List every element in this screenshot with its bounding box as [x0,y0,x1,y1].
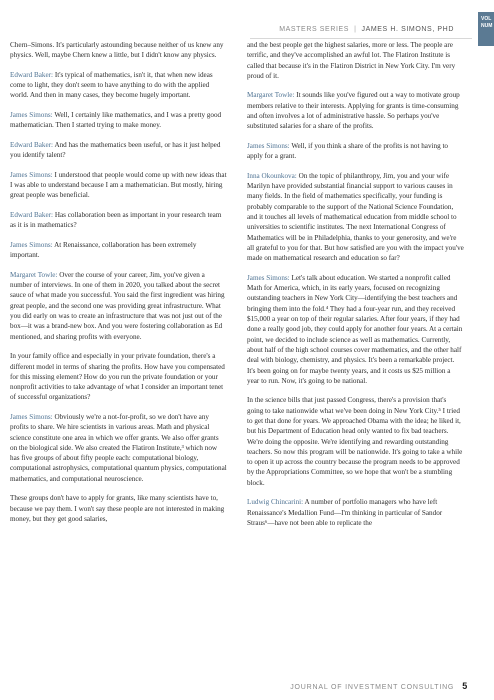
paragraph-text: In the science bills that just passed Congress, there's a provision that's going to take nationwide what we've been doing in New York City.⁵ I tried to get that done for years. We approached Obama with the idea; he liked it, but his Department of Education head only wanted to fix bad teachers. We're doing the opposite. We're identifying and rewarding outstanding teachers. So now this program will be nationwide. It's going to take a while to open it up across the country because the program needs to be approved by the Appropriations Committee, so we hope that won't be a stumbling block. [247,396,463,487]
paragraph-text: Has collaboration been as important in your research team as it is in mathematics? [10,211,222,230]
speaker-name: Ludwig Chincarini: [247,498,304,507]
paragraph-text: Over the course of your career, Jim, you've given a number of interviews. In one of them in 2020, you talked about the secret sauce of what made you successful. You said the first ingredient was hiring great people, and the second one was providing great infrastructure. What you did early on was to create an infrastructure that was not just out of the box—it was a brand-new box. And you were fostering collaboration as Ed mentioned, and sharing profits with everyone. [10,270,225,341]
side-tab-line-1: VOL [481,16,492,22]
paragraph-text: Well, I certainly like mathematics, and I was a pretty good mathematician. Then I started trying to make money. [10,111,222,130]
paragraph-text: It sounds like you've figured out a way to motivate group members relative to their interests. Applying for grants is time-consuming and often involves a lot of administrative hassle. So perhaps you've substituted salaries for a share of the profits. [247,91,460,131]
right-column [247,40,464,538]
paragraph [10,40,227,61]
speaker-name: James Simons: [10,240,53,249]
paragraph [10,110,227,131]
left-column [10,40,227,534]
paragraph-text: In your family office and especially in your private foundation, there's a different model in terms of sharing the profits. How have you compensated for this missing element? How do you run the private foundation or your nonprofit activities to take advantage of what I consider an important tenet of successful organizations? [10,352,225,402]
paragraph-text: These groups don't have to apply for grants, like many scientists have to, because we pay them. I won't say these people are not interested in making money, but they get good salaries, [10,494,225,523]
speaker-name: Edward Baker: [10,140,54,149]
paragraph [10,240,227,261]
paragraph-text: A number of portfolio managers who have left Renaissance's Medallion Fund—I'm thinking in particular of Sandor Straus⁶—have not been able to replicate the [247,498,443,527]
paragraph [10,270,227,342]
paragraph [10,140,227,161]
paragraph [247,40,464,81]
paragraph [247,141,464,162]
paragraph-text: I understood that people would come up with new ideas that I was able to understand because I am a mathematician. But mostly, hiring great people was beneficial. [10,170,227,200]
paragraph [10,351,227,402]
paragraph [10,210,227,231]
paragraph-text: At Renaissance, collaboration has been extremely important. [10,240,197,260]
paragraph [247,497,464,528]
page-number: 5 [462,681,468,691]
side-tab-line-2: NUM [481,23,493,29]
page-footer [290,681,468,691]
header-separator: | [354,26,357,33]
paragraph [10,493,227,524]
paragraph-text: Obviously we're a not-for-profit, so we don't have any profits to share. We hire scientists in various areas. Math and physical science constitute one area in which we offer grants. We also offer grants on the biological side. We also created the Flatiron Institute,³ which now has five groups of about fifty people each: computational biology, computational astrophysics, computational quantum physics, computational mathematics, and computational neuroscience. [10,412,227,483]
paragraph [10,70,227,101]
paragraph [10,170,227,201]
paragraph-text: It's typical of mathematics, isn't it, that when new ideas come to light, they don't seem to have anything to do with the applied world. And then in many cases, they become hugely important. [10,70,213,100]
speaker-name: Inna Okounkova: [247,171,297,180]
paragraph [247,171,464,264]
paragraph-text: And has the mathematics been useful, or has it just helped you identify talent? [10,140,221,160]
header-rule [250,38,472,39]
speaker-name: Margaret Towle: [247,91,295,100]
speaker-name: James Simons: [10,170,53,179]
volume-number-tab [478,12,494,46]
journal-name: JOURNAL OF INVESTMENT CONSULTING [290,684,455,691]
running-header [279,26,454,33]
author-name: JAMES H. SIMONS, PHD [361,26,454,33]
paragraph-text: and the best people get the highest salaries, more or less. The people are terrific, and they've accomplished an awful lot. The Flatiron Institute is called that because it's in the Flatiron District in New York City. I'm very proud of it. [247,41,456,80]
paragraph-text: Let's talk about education. We started a nonprofit called Math for America, which, in its early years, focused on recognizing outstanding teachers in New York City—identifying the best teachers and bringing them into the fold.⁴ They had a four-year run, and they received $15,000 a year on top of their regular salaries. After four years, if they had done a really good job, they could apply for another four years. At a certain point, we decided to include science as well as mathematics. Currently, about half of the high school courses cover mathematics, and the other half deal with biology, chemistry, and physics. It's been a remarkable project. It's been going on for maybe twenty years, and it costs us $25 million a year to run. Now, it's going to be national. [247,273,463,385]
paragraph-text: Well, if you think a share of the profits is not having to apply for a grant. [247,141,449,161]
speaker-name: James Simons: [247,273,290,282]
paragraph [247,273,464,386]
paragraph [10,412,227,484]
speaker-name: James Simons: [10,111,53,120]
series-name: MASTERS SERIES [279,26,350,33]
speaker-name: James Simons: [247,141,290,150]
paragraph [247,90,464,131]
paragraph-text: Chern–Simons. It's particularly astounding because neither of us knew any physics. Well, maybe Chern knew a little, but I didn't know any physics. [10,41,224,60]
speaker-name: James Simons: [10,412,53,421]
speaker-name: Edward Baker: [10,70,54,79]
speaker-name: Edward Baker: [10,211,54,220]
speaker-name: Margaret Towle: [10,270,58,279]
paragraph-text: On the topic of philanthropy, Jim, you and your wife Marilyn have provided substantial financial support to various causes in many fields. In the field of mathematics specifically, your funding is probably comparable to the support of the National Science Foundation, and it touches all levels of mathematical education from middle school to universities to scientific institutes. The next International Congress of Mathematics will be in Philadelphia, thanks to your generosity, and we're all grateful to you for that. But how satisfied are you with the impact you've made on mathematical research and education so far? [247,171,464,263]
paragraph [247,395,464,488]
